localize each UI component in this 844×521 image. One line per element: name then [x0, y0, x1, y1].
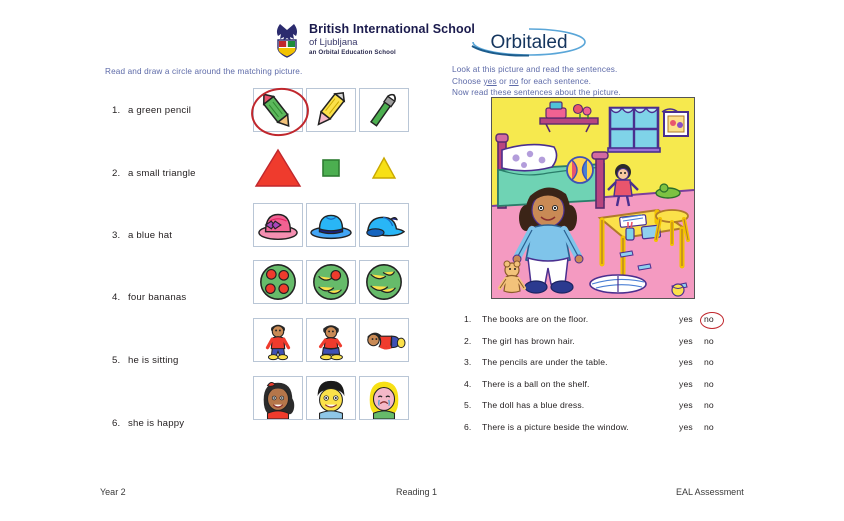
school-logo-text — [309, 23, 475, 56]
question-number: 3. — [112, 230, 121, 241]
question-item-3 — [112, 230, 172, 241]
choice-girl-blonde-crying[interactable] — [359, 376, 409, 420]
right-instruction-line-2: Choose yes or no for each sentence. — [452, 76, 592, 86]
question-text: he is sitting — [128, 355, 179, 366]
school-city: of Ljubljana — [309, 36, 358, 48]
sentence-number: 1. — [464, 314, 472, 324]
choice-large-red-triangle[interactable] — [253, 146, 303, 190]
answer-yes-option[interactable]: yes — [679, 378, 693, 389]
question-item-4 — [112, 292, 186, 303]
answer-no-option[interactable]: no — [704, 378, 714, 389]
orbitaled-logo — [470, 26, 588, 58]
left-instructions: Read and draw a circle around the matching picture. — [105, 67, 303, 76]
question-item-1 — [112, 105, 191, 116]
sentence-number: 2. — [464, 335, 472, 346]
footer-year: Year 2 — [100, 487, 126, 497]
question-item-6 — [112, 418, 184, 429]
yes-keyword: yes — [483, 76, 497, 86]
question-text: a small triangle — [128, 168, 196, 179]
right-instructions — [452, 64, 621, 99]
sentence-number: 5. — [464, 400, 472, 410]
question-number: 1. — [112, 105, 121, 116]
orbitaled-wordmark: Orbitaled — [490, 32, 568, 53]
right-instruction-line-1: Look at this picture and read the sentences. — [452, 65, 618, 74]
page-footer — [0, 487, 844, 507]
choice-plate-of-apples[interactable] — [253, 260, 303, 304]
school-crest-icon — [272, 22, 302, 58]
page-header — [0, 10, 844, 60]
answer-yes-option[interactable]: yes — [679, 400, 693, 410]
question-text: she is happy — [128, 418, 185, 429]
choice-paintbrush[interactable] — [359, 88, 409, 132]
answer-no-option[interactable]: no — [704, 421, 714, 432]
school-name: British International School — [309, 22, 476, 37]
answer-no-option[interactable]: no — [704, 357, 714, 367]
answer-no-option[interactable]: no — [704, 400, 714, 410]
sentence-text: There is a picture beside the window. — [482, 421, 629, 432]
choice-boy-standing[interactable] — [253, 318, 303, 362]
question-item-2 — [112, 168, 196, 179]
answer-yes-option[interactable]: yes — [679, 314, 693, 324]
answer-yes-option[interactable]: yes — [679, 335, 693, 346]
question-text: a green pencil — [128, 105, 192, 116]
sentence-number: 4. — [464, 378, 472, 389]
question-number: 5. — [112, 355, 121, 366]
choice-boy-black-hair-smiling[interactable] — [306, 376, 356, 420]
choice-pink-sun-hat[interactable] — [253, 203, 303, 247]
red-answer-circle — [700, 312, 724, 329]
footer-section: Reading 1 — [396, 487, 438, 497]
sentence-text: The girl has brown hair. — [482, 335, 575, 346]
footer-assessment: EAL Assessment — [676, 487, 744, 497]
choice-boy-squatting[interactable] — [306, 318, 356, 362]
sentence-text: The doll has a blue dress. — [482, 400, 585, 410]
choice-plate-of-bananas[interactable] — [359, 260, 409, 304]
sentence-text: The pencils are under the table. — [482, 357, 608, 367]
choice-green-pencil[interactable] — [253, 88, 303, 132]
bedroom-scene-illustration — [491, 97, 695, 299]
sentence-text: There is a ball on the shelf. — [482, 378, 590, 389]
question-number: 6. — [112, 418, 121, 429]
answer-no-option[interactable]: no — [704, 335, 714, 346]
answer-yes-option[interactable]: yes — [679, 421, 693, 432]
question-number: 4. — [112, 292, 121, 303]
choice-plate-bananas-and-apple[interactable] — [306, 260, 356, 304]
question-item-5 — [112, 355, 179, 366]
choice-yellow-pencil[interactable] — [306, 88, 356, 132]
no-keyword: no — [509, 76, 519, 86]
choice-small-green-square[interactable] — [306, 146, 356, 190]
choice-boy-lying-down[interactable] — [359, 318, 409, 362]
answer-yes-option[interactable]: yes — [679, 357, 693, 367]
sentence-number: 6. — [464, 421, 472, 432]
question-text: four bananas — [128, 292, 187, 303]
sentence-number: 3. — [464, 357, 472, 367]
picture-choice-grid — [252, 88, 422, 448]
school-tagline: an Orbital Education School — [309, 49, 396, 57]
question-text: a blue hat — [128, 230, 173, 241]
answer-no-option[interactable]: no — [704, 314, 714, 324]
choice-small-yellow-triangle[interactable] — [359, 146, 409, 190]
sentence-text: The books are on the floor. — [482, 314, 589, 324]
question-number: 2. — [112, 168, 121, 179]
choice-blue-cap[interactable] — [359, 203, 409, 247]
choice-blue-fedora-hat[interactable] — [306, 203, 356, 247]
right-instruction-line-3: Now read these sentences about the picture. — [452, 88, 621, 98]
choice-girl-dark-hair-smiling[interactable] — [253, 376, 303, 420]
school-logo — [272, 22, 475, 58]
